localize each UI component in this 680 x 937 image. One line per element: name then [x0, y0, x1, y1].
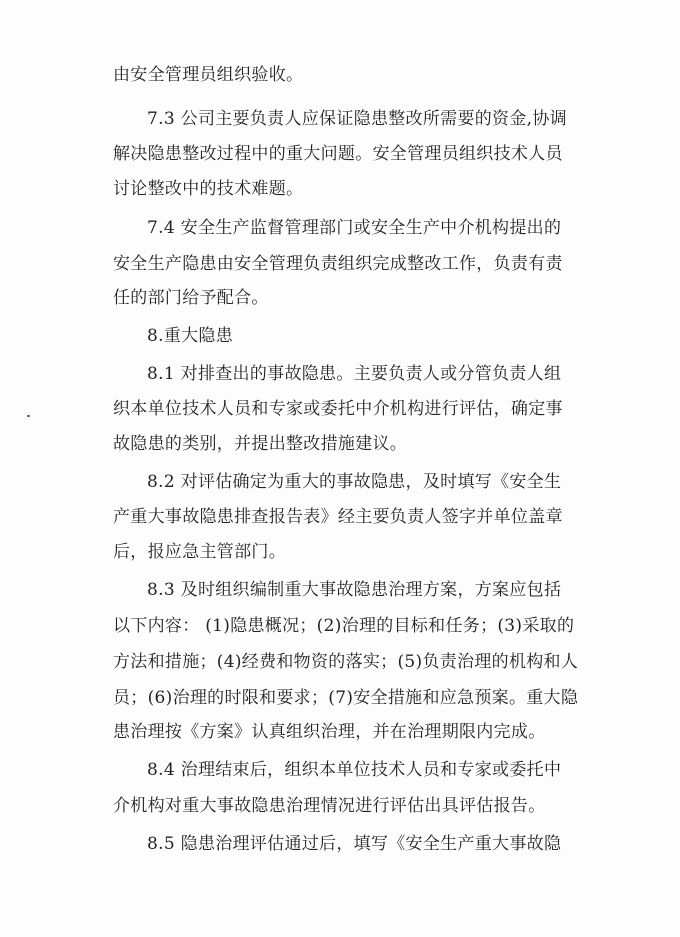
text-line: 由安全管理员组织验收。: [113, 65, 304, 85]
scan-speck: [27, 415, 30, 417]
text-line: 8.2 对评估确定为重大的事故隐患，及时填写《安全生: [147, 472, 562, 492]
text-line: 产重大事故隐患排查报告表》经主要负责人签字并单位盖章: [113, 507, 563, 527]
text-line: 8.4 治理结束后，组织本单位技术人员和专家或委托中: [147, 760, 562, 780]
text-line: 7.3 公司主要负责人应保证隐患整改所需要的资金,协调: [147, 109, 567, 129]
text-line: 8.3 及时组织编制重大事故隐患治理方案，方案应包括: [147, 580, 562, 600]
text-line: 8.5 隐患治理评估通过后，填写《安全生产重大事故隐: [147, 834, 562, 854]
text-line: 患治理按《方案》认真组织治理，并在治理期限内完成。: [113, 722, 546, 742]
text-line: 方法和措施；(4)经费和物资的落实；(5)负责治理的机构和人: [113, 652, 579, 672]
text-line: 以下内容： (1)隐患概况；(2)治理的目标和任务；(3)采取的: [113, 616, 575, 636]
text-line: 任的部门给予配合。: [113, 288, 269, 308]
section-heading: 8.重大隐患: [147, 326, 234, 346]
text-line: 讨论整改中的技术难题。: [113, 179, 304, 199]
text-line: 员；(6)治理的时限和要求；(7)安全措施和应急预案。重大隐: [113, 688, 579, 708]
text-line: 8.1 对排查出的事故隐患。主要负责人或分管负责人组: [147, 364, 562, 384]
text-line: 故隐患的类别，并提出整改措施建议。: [113, 434, 408, 454]
text-line: 安全生产隐患由安全管理负责组织完成整改工作，负责有责: [113, 254, 563, 274]
text-line: 后，报应急主管部门。: [113, 542, 286, 562]
text-line: 解决隐患整改过程中的重大问题。安全管理员组织技术人员: [113, 144, 563, 164]
text-line: 7.4 安全生产监督管理部门或安全生产中介机构提出的: [147, 218, 562, 238]
text-line: 织本单位技术人员和专家或委托中介机构进行评估，确定事: [113, 399, 563, 419]
text-line: 介机构对重大事故隐患治理情况进行评估出具评估报告。: [113, 796, 546, 816]
